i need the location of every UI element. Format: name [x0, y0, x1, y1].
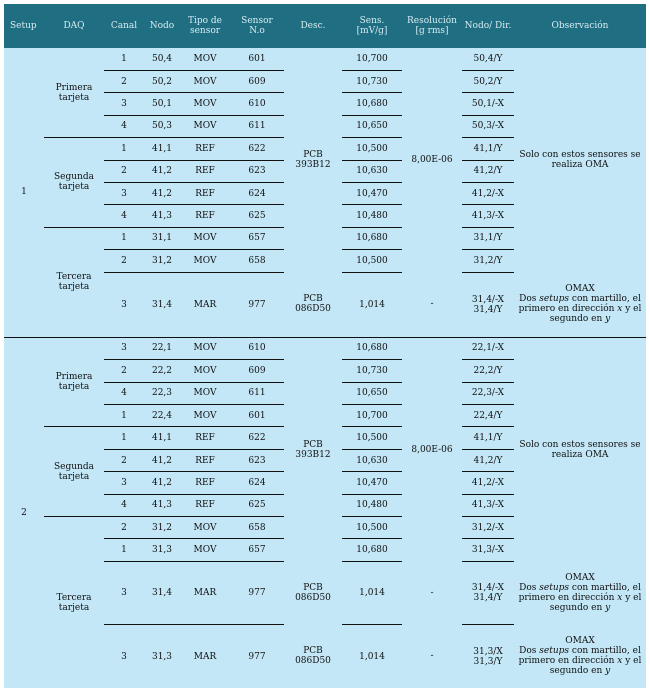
- cell-canal: 4: [104, 382, 144, 404]
- daq-card: Primera tarjeta: [44, 337, 104, 427]
- cell-sensor: 610: [230, 337, 284, 359]
- cell-sens: 10,630: [342, 160, 402, 182]
- setup-label: 2: [4, 337, 44, 688]
- cell-tipo: MOV: [180, 517, 230, 539]
- cell-sens: 10,730: [342, 70, 402, 92]
- cell-observacion: OMAX Dos setups con martillo, el primero en dirección x y el segundo en y: [518, 636, 642, 677]
- cell-dir: 22,3/-X: [462, 382, 514, 404]
- obs-title: OMAX: [565, 284, 595, 295]
- cell-sensor: 609: [230, 70, 284, 92]
- cell-tipo: REF: [180, 427, 230, 449]
- cell-nodo: 31,2: [144, 517, 180, 539]
- cell-dir: 31,3/-X: [462, 539, 514, 561]
- dir-line: 31,4/-X: [471, 294, 505, 305]
- cell-nodo: 31,3: [144, 625, 180, 688]
- cell-tipo: REF: [180, 160, 230, 182]
- cell-canal: 2: [104, 360, 144, 382]
- cell-nodo: 50,3: [144, 115, 180, 137]
- dir-line: 31,4/Y: [473, 592, 503, 603]
- cell-nodo: 31,4: [144, 561, 180, 624]
- cell-sens: 10,500: [342, 517, 402, 539]
- cell-canal: 2: [104, 70, 144, 92]
- cell-dir: 41,1/Y: [462, 138, 514, 160]
- header-canal: Canal: [104, 4, 144, 48]
- cell-sens: 10,680: [342, 227, 402, 249]
- cell-canal: 4: [104, 205, 144, 227]
- cell-sensor: 611: [230, 382, 284, 404]
- cell-nodo: 50,2: [144, 70, 180, 92]
- cell-tipo: MOV: [180, 115, 230, 137]
- cell-dir: 41,2/Y: [462, 160, 514, 182]
- cell-nodo: 22,3: [144, 382, 180, 404]
- cell-tipo: MOV: [180, 70, 230, 92]
- cell-sens: 1,014: [342, 625, 402, 688]
- cell-desc: PCB 086D50: [295, 582, 331, 603]
- cell-sensor: 623: [230, 449, 284, 471]
- cell-tipo: REF: [180, 472, 230, 494]
- cell-canal: 3: [104, 182, 144, 204]
- header-setup: Setup: [4, 4, 44, 48]
- daq-card: Tercera tarjeta: [44, 517, 104, 688]
- cell-nodo: 41,2: [144, 449, 180, 471]
- cell-tipo: REF: [180, 182, 230, 204]
- cell-nodo: 31,3: [144, 539, 180, 561]
- cell-sensor: 611: [230, 115, 284, 137]
- cell-sensor: 658: [230, 517, 284, 539]
- cell-observacion: Solo con estos sensores se realiza OMA: [519, 150, 641, 171]
- daq-card: Segunda tarjeta: [44, 427, 104, 517]
- header-desc: Desc.: [284, 4, 342, 48]
- cell-sens: 10,700: [342, 405, 402, 427]
- cell-sens: 10,470: [342, 182, 402, 204]
- cell-dir: 31,2/-X: [462, 517, 514, 539]
- cell-sensor: 601: [248, 53, 266, 64]
- cell-dir: 50,1/-X: [462, 93, 514, 115]
- cell-tipo: MOV: [180, 382, 230, 404]
- cell-sensor: 622: [230, 138, 284, 160]
- cell-tipo: MOV: [180, 227, 230, 249]
- cell-sensor: 610: [230, 93, 284, 115]
- dir-line: 31,4/-X: [471, 582, 505, 593]
- cell-sens: 10,700: [356, 53, 388, 64]
- cell-sens: 10,500: [342, 138, 402, 160]
- cell-canal: 3: [104, 93, 144, 115]
- cell-sensor: 658: [230, 250, 284, 272]
- cell-nodo: 22,2: [144, 360, 180, 382]
- setup-label: 1: [21, 187, 27, 198]
- obs-title: OMAX: [565, 572, 595, 583]
- cell-canal: 1: [104, 539, 144, 561]
- sensor-setup-table: [4, 4, 646, 688]
- cell-canal: 1: [104, 405, 144, 427]
- dir-line: 31,3/Y: [473, 656, 503, 667]
- cell-resolucion: 8,00E-06: [411, 155, 453, 166]
- header-tipo: Tipo de sensor: [180, 4, 230, 48]
- cell-nodo: 50,4: [151, 53, 173, 64]
- cell-sensor: 657: [230, 539, 284, 561]
- cell-nodo: 31,1: [144, 227, 180, 249]
- cell-dir: [462, 625, 514, 688]
- cell-desc: PCB 086D50: [295, 646, 331, 667]
- cell-canal: 4: [104, 494, 144, 516]
- obs-title: OMAX: [565, 636, 595, 647]
- cell-sensor: 657: [230, 227, 284, 249]
- cell-dir: 50,2/Y: [462, 70, 514, 92]
- cell-sensor: 625: [230, 494, 284, 516]
- cell-resolucion: -: [430, 299, 434, 310]
- cell-dir: 41,1/Y: [462, 427, 514, 449]
- cell-canal: 1: [104, 427, 144, 449]
- cell-tipo: MOV: [180, 250, 230, 272]
- cell-sens: 10,730: [342, 360, 402, 382]
- cell-tipo: MOV: [193, 53, 217, 64]
- cell-canal: 2: [104, 160, 144, 182]
- cell-dir: 31,2/Y: [462, 250, 514, 272]
- cell-nodo: 41,3: [144, 494, 180, 516]
- cell-nodo: 41,1: [144, 138, 180, 160]
- cell-canal: 1: [121, 53, 127, 64]
- cell-desc: PCB 393B12: [284, 337, 342, 561]
- cell-canal: 4: [104, 115, 144, 137]
- header-observacion: Observación: [514, 4, 646, 48]
- cell-sensor: 624: [230, 472, 284, 494]
- cell-sensor: 623: [230, 160, 284, 182]
- cell-nodo: 31,4: [144, 272, 180, 337]
- cell-canal: 2: [104, 517, 144, 539]
- cell-observacion: OMAX Dos setups con martillo, el primero en dirección x y el segundo en y: [518, 572, 642, 613]
- cell-dir: 50,3/-X: [462, 115, 514, 137]
- cell-resolucion: -: [430, 651, 434, 662]
- cell-dir: 41,3/-X: [462, 494, 514, 516]
- cell-sens: 10,680: [342, 337, 402, 359]
- cell-resolucion: 8,00E-06: [402, 337, 462, 561]
- cell-sens: 1,014: [342, 272, 402, 337]
- cell-tipo: MOV: [180, 360, 230, 382]
- cell-sens: 10,500: [342, 250, 402, 272]
- cell-tipo: REF: [180, 449, 230, 471]
- dir-line: 31,3/X: [473, 646, 503, 657]
- cell-sensor: 977: [230, 625, 284, 688]
- cell-sensor: 977: [230, 561, 284, 624]
- cell-nodo: 41,1: [144, 427, 180, 449]
- cell-tipo: MAR: [180, 561, 230, 624]
- cell-resolucion: -: [430, 587, 434, 598]
- cell-canal: 1: [104, 227, 144, 249]
- cell-nodo: 50,1: [144, 93, 180, 115]
- sensor-table-wrapper: [4, 4, 646, 688]
- cell-tipo: MOV: [180, 539, 230, 561]
- header-resolucion: Resolución [g rms]: [402, 4, 462, 48]
- cell-dir: 41,2/-X: [462, 472, 514, 494]
- cell-dir: 41,2/-X: [462, 182, 514, 204]
- cell-canal: 3: [104, 561, 144, 624]
- daq-card: Primera tarjeta: [55, 82, 93, 103]
- cell-dir: [462, 561, 514, 624]
- daq-card: Segunda tarjeta: [44, 138, 104, 228]
- table-row: [4, 48, 646, 70]
- cell-canal: 1: [104, 138, 144, 160]
- cell-dir: 41,3/-X: [462, 205, 514, 227]
- header-sens: Sens. [mV/g]: [342, 4, 402, 48]
- cell-canal: 3: [104, 472, 144, 494]
- table-row: [4, 337, 646, 359]
- cell-nodo: 22,1: [144, 337, 180, 359]
- cell-sens: 10,680: [342, 539, 402, 561]
- cell-tipo: REF: [180, 494, 230, 516]
- cell-dir: 22,4/Y: [462, 405, 514, 427]
- cell-dir: 31,1/Y: [462, 227, 514, 249]
- cell-nodo: 31,2: [144, 250, 180, 272]
- cell-nodo: 41,2: [144, 160, 180, 182]
- cell-sens: 10,650: [342, 115, 402, 137]
- cell-nodo: 41,2: [144, 182, 180, 204]
- cell-sensor: 622: [230, 427, 284, 449]
- cell-dir: 50,4/Y: [473, 53, 503, 64]
- cell-sens: 10,470: [342, 472, 402, 494]
- cell-sensor: 609: [230, 360, 284, 382]
- cell-canal: 3: [104, 272, 144, 337]
- cell-sensor: 624: [230, 182, 284, 204]
- cell-canal: 3: [104, 625, 144, 688]
- cell-tipo: REF: [180, 138, 230, 160]
- cell-tipo: MAR: [180, 272, 230, 337]
- cell-tipo: MOV: [180, 93, 230, 115]
- cell-sensor: 977: [230, 272, 284, 337]
- header-daq: DAQ: [44, 4, 104, 48]
- header-nodo: Nodo: [144, 4, 180, 48]
- cell-observacion: Solo con estos sensores se realiza OMA: [514, 337, 646, 561]
- dir-line: 31,4/Y: [473, 304, 503, 315]
- cell-desc: PCB 393B12: [295, 150, 331, 171]
- cell-tipo: REF: [180, 205, 230, 227]
- cell-sens: 10,500: [342, 427, 402, 449]
- cell-sens: 1,014: [342, 561, 402, 624]
- cell-sens: 10,480: [342, 494, 402, 516]
- cell-tipo: MOV: [180, 337, 230, 359]
- cell-sensor: 601: [230, 405, 284, 427]
- cell-tipo: MAR: [180, 625, 230, 688]
- daq-card: Tercera tarjeta: [44, 227, 104, 337]
- cell-dir: 22,1/-X: [462, 337, 514, 359]
- cell-desc: PCB 086D50: [295, 294, 331, 315]
- cell-sens: 10,650: [342, 382, 402, 404]
- cell-nodo: 41,2: [144, 472, 180, 494]
- cell-sens: 10,630: [342, 449, 402, 471]
- cell-sens: 10,480: [342, 205, 402, 227]
- cell-dir: 22,2/Y: [462, 360, 514, 382]
- cell-canal: 3: [104, 337, 144, 359]
- cell-observacion: OMAX Dos setups con martillo, el primero en dirección x y el segundo en y: [518, 284, 642, 325]
- cell-sensor: 625: [230, 205, 284, 227]
- cell-nodo: 41,3: [144, 205, 180, 227]
- cell-sens: 10,680: [342, 93, 402, 115]
- cell-dir: 41,2/Y: [462, 449, 514, 471]
- header-nodo-dir: Nodo/ Dir.: [462, 4, 514, 48]
- cell-tipo: MOV: [180, 405, 230, 427]
- cell-dir: [462, 272, 514, 337]
- cell-nodo: 22,4: [144, 405, 180, 427]
- header-sensor: Sensor N.o: [230, 4, 284, 48]
- cell-canal: 2: [104, 449, 144, 471]
- table-header-row: [4, 4, 646, 48]
- cell-canal: 2: [104, 250, 144, 272]
